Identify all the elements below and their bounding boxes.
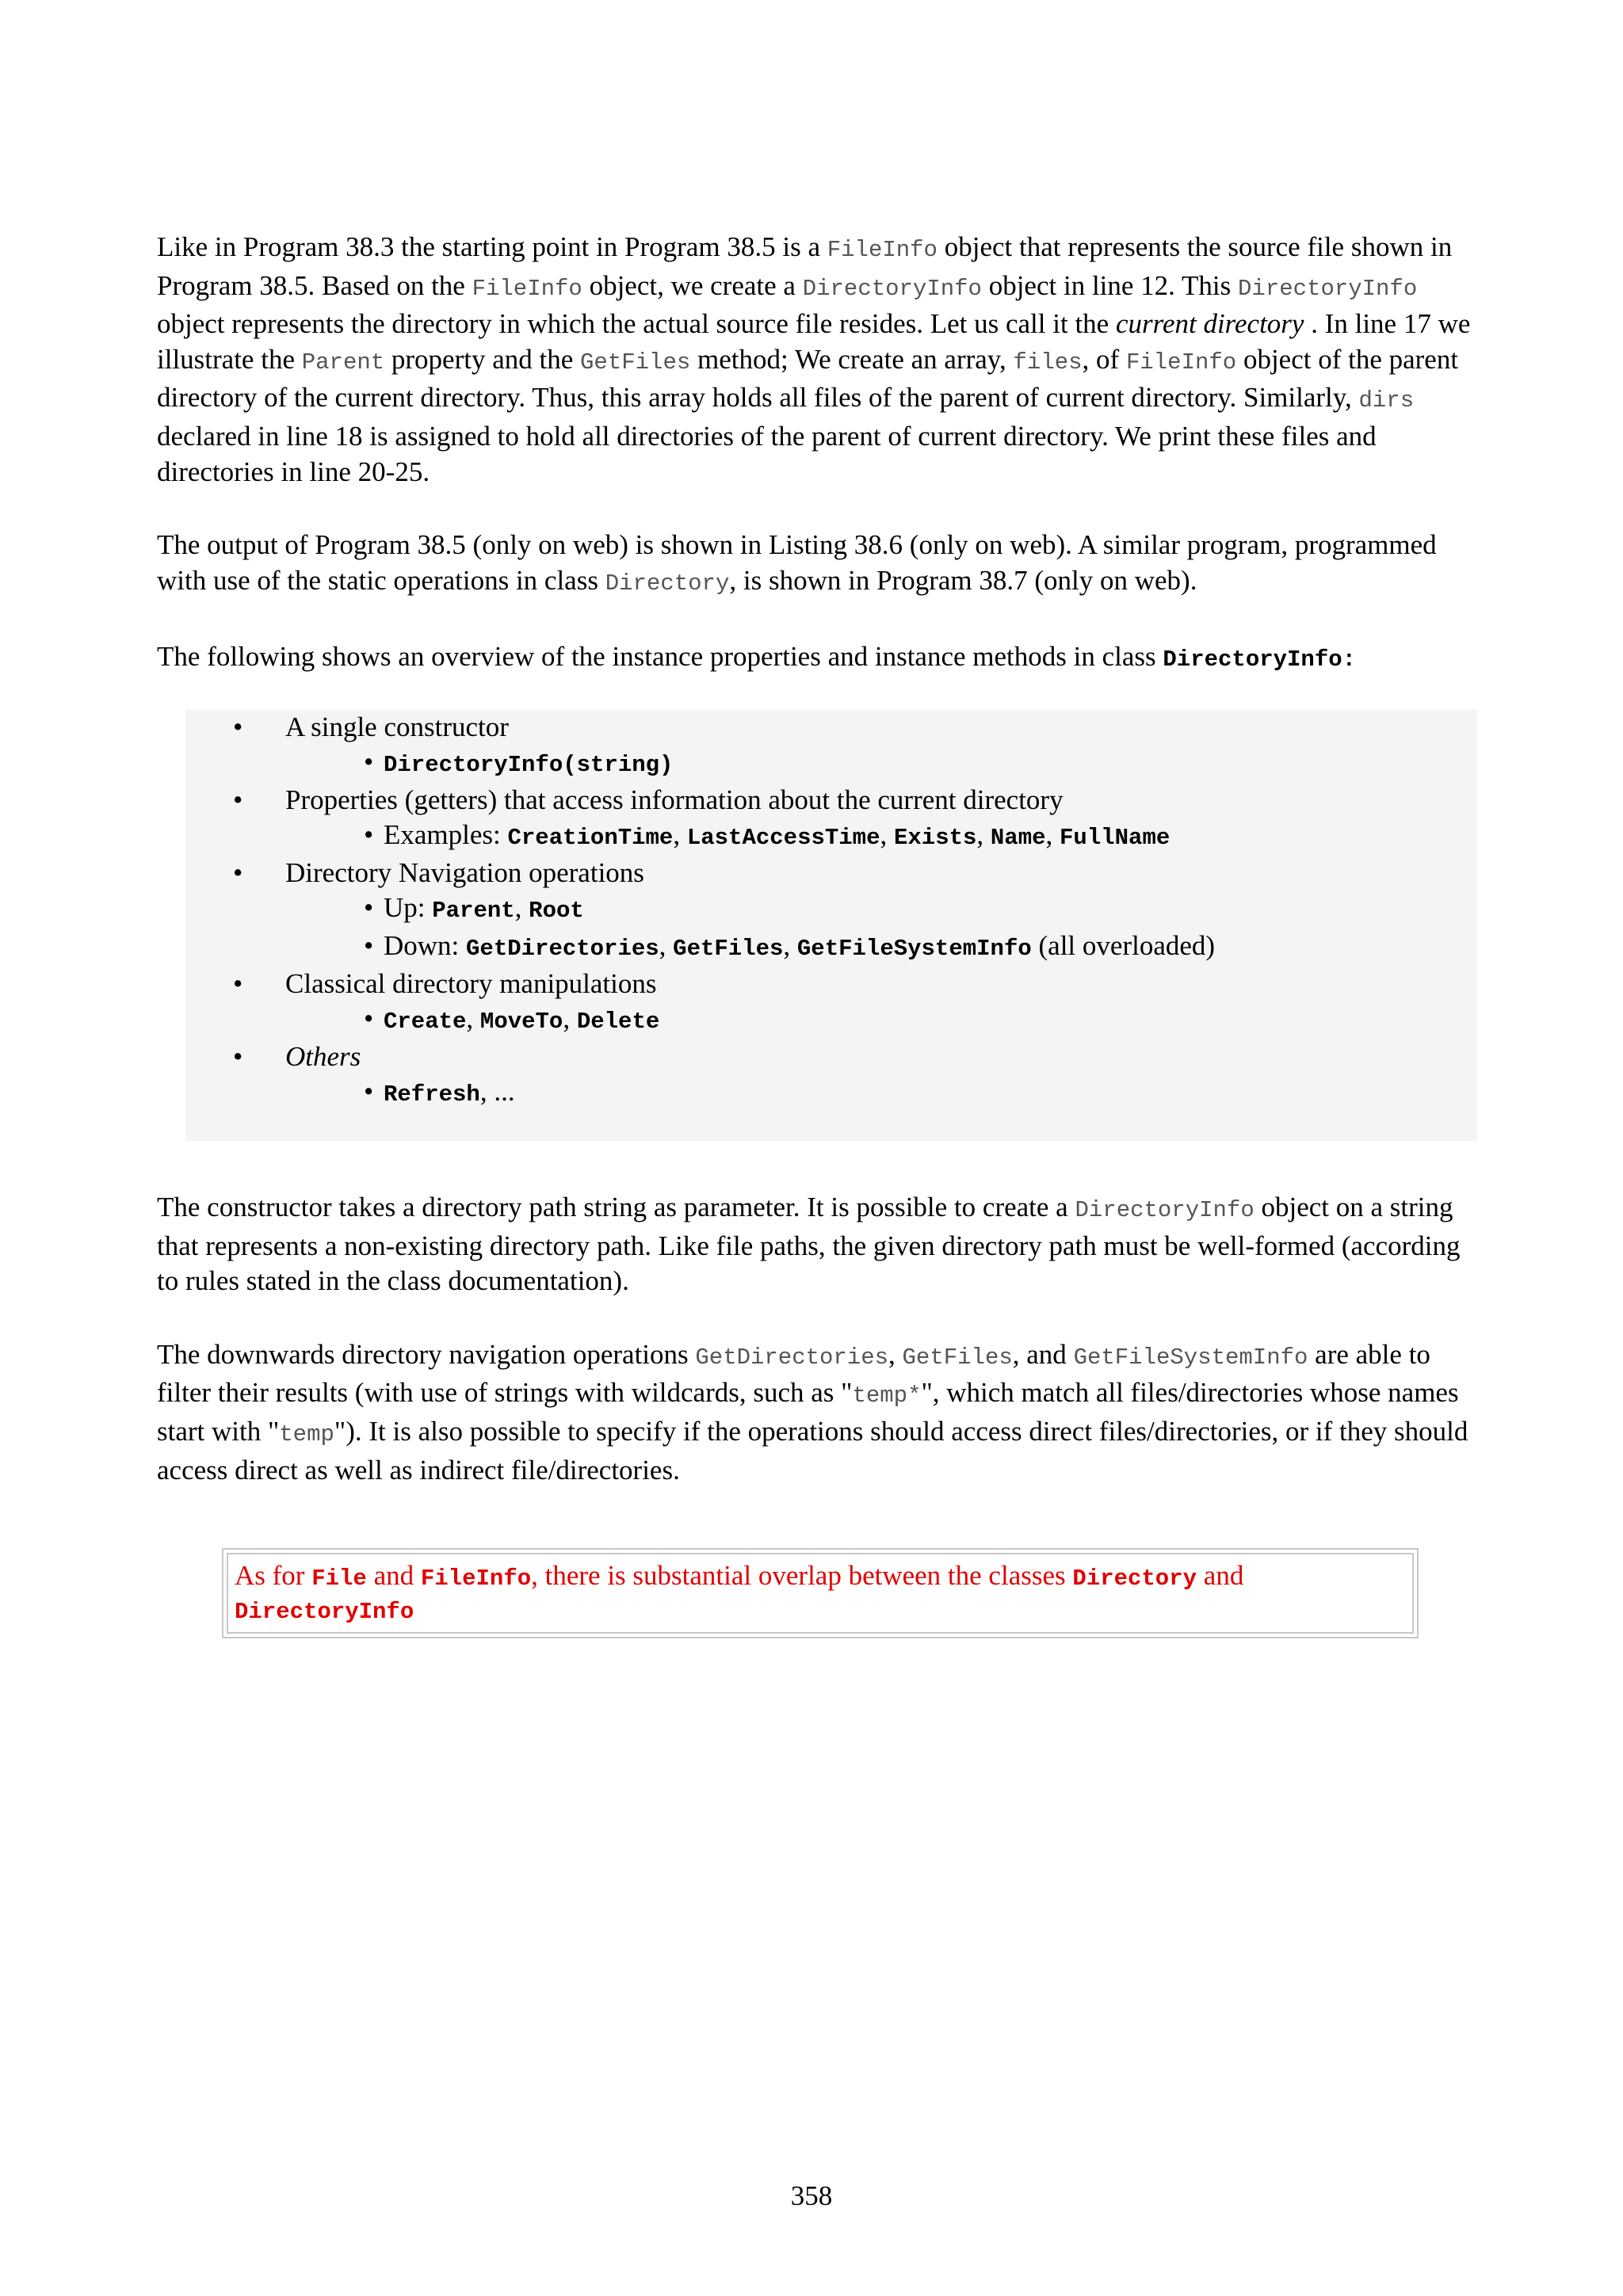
list-item (185, 967, 1477, 1001)
list-item-label: Directory Navigation operations (285, 856, 644, 888)
code-getdirectories: GetDirectories (466, 935, 659, 962)
paragraph-overview-intro (157, 639, 1488, 678)
list-item (185, 1001, 1477, 1039)
code-fullname: FullName (1060, 824, 1170, 851)
text: method; We create an array, (690, 343, 1014, 375)
overview-list (185, 710, 1477, 1112)
text: Like in Program 38.3 the starting point in Program 38.5 is a (157, 231, 827, 262)
text: As for (235, 1560, 312, 1592)
code-constructor: DirectoryInfo(string) (384, 751, 674, 778)
text: object in line 12. This (981, 269, 1239, 301)
text: The constructor takes a directory path string as parameter. It is possible to create a (157, 1191, 1075, 1222)
page-content (157, 230, 1488, 1638)
text: are able to filter their results (with use of strings with wildcards, such as " (157, 1338, 1430, 1409)
list-item-label: A single constructor (285, 711, 509, 742)
code-moveto: MoveTo (479, 1008, 563, 1035)
text: object of the parent directory of the current directory. Thus, this array holds all files of the parent of current directory. Similarly, (157, 343, 1459, 414)
list-item (185, 856, 1477, 891)
paragraph-navigation (157, 1337, 1488, 1488)
text: object represents the directory in which the actual source file resides. Let us call it the (157, 308, 1116, 340)
code-dirs: dirs (1358, 387, 1415, 414)
list-item (185, 783, 1477, 818)
separator: , (659, 929, 674, 961)
text: The following shows an overview of the instance properties and instance methods in class (157, 641, 1163, 673)
code-directory: Directory (605, 570, 730, 597)
text: Examples: (384, 818, 508, 850)
text: The downwards directory navigation operations (157, 1338, 696, 1370)
code-directoryinfo: DirectoryInfo (802, 275, 982, 302)
text: object on a string that represents a non-existing directory path. Like file paths, the given directory path must be well-formed (according to rules stated in the class documentation). (157, 1191, 1461, 1297)
list-item (185, 891, 1477, 929)
list-item-label: Properties (getters) that access information about the current directory (285, 784, 1064, 815)
code-exists: Exists (893, 824, 977, 851)
emphasis-current-directory: current directory (1115, 308, 1304, 340)
list-item-label: Others (285, 1040, 361, 1072)
separator: , (880, 818, 894, 850)
list-item (185, 1074, 1477, 1112)
code-file: File (311, 1566, 367, 1592)
code-directoryinfo: DirectoryInfo (1238, 275, 1418, 302)
list-item (185, 745, 1477, 783)
code-getfilesysteminfo: GetFileSystemInfo (1073, 1344, 1308, 1371)
list-item (185, 818, 1477, 856)
code-refresh: Refresh (384, 1081, 480, 1108)
paragraph-program-description (157, 230, 1488, 490)
code-create: Create (384, 1008, 467, 1035)
code-fileinfo: FileInfo (472, 275, 582, 302)
text: Down: (384, 929, 467, 961)
code-parent: Parent (432, 897, 515, 924)
text: object that represents the source file shown in Program 38.5. Based on the (157, 231, 1453, 301)
separator: , (976, 818, 991, 850)
text: property and the (384, 343, 581, 375)
text: ", which match all files/directories whose names start with " (157, 1377, 1459, 1447)
code-directory: Directory (1072, 1566, 1197, 1592)
paragraph-constructor (157, 1190, 1488, 1299)
list-item (185, 710, 1477, 745)
note-text (227, 1553, 1414, 1634)
code-name: Name (990, 824, 1046, 851)
list-item (185, 1039, 1477, 1074)
list-item (185, 929, 1477, 967)
text: declared in line 18 is assigned to hold all directories of the parent of current directory. We print these files and directories in line 20-25. (157, 420, 1377, 487)
note-box (222, 1548, 1419, 1638)
separator: , (673, 818, 687, 850)
code-creationtime: CreationTime (507, 824, 674, 851)
code-directoryinfo-bold: DirectoryInfo: (1163, 646, 1357, 673)
code-getfiles: GetFiles (580, 349, 691, 376)
text: "). It is also possible to specify if the operations should access direct files/directories, or if they should access direct as well as indirect file/directories. (157, 1415, 1468, 1486)
separator: , (1045, 818, 1060, 850)
text: , ... (479, 1075, 515, 1107)
text: , is shown in Program 38.7 (only on web). (729, 564, 1197, 596)
text: The output of Program 38.5 (only on web) is shown in Listing 38.6 (only on web). A similar program, programmed with use of the static operations in class (157, 529, 1437, 596)
text: (all overloaded) (1031, 929, 1216, 961)
separator: , (466, 1002, 480, 1034)
code-getfiles: GetFiles (673, 935, 784, 962)
code-fileinfo: FileInfo (827, 237, 938, 263)
overview-box (185, 710, 1477, 1141)
list-item-label: Classical directory manipulations (285, 967, 657, 999)
code-parent: Parent (301, 349, 385, 376)
text: . In line 17 we illustrate the (157, 308, 1471, 375)
text: , of (1082, 343, 1126, 375)
code-getdirectories: GetDirectories (695, 1344, 889, 1371)
separator: , (783, 929, 797, 961)
separator: , (514, 891, 529, 923)
page-number: 358 (790, 2180, 833, 2211)
text: Up: (384, 891, 433, 923)
code-temp-wildcard: temp* (852, 1383, 922, 1409)
code-delete: Delete (576, 1008, 660, 1035)
text: , (888, 1338, 903, 1370)
code-fileinfo: FileInfo (420, 1566, 532, 1592)
text: object, we create a (582, 269, 803, 301)
code-directoryinfo: DirectoryInfo (235, 1599, 414, 1626)
separator: , (563, 1002, 577, 1034)
code-directoryinfo: DirectoryInfo (1075, 1196, 1254, 1223)
text: , there is substantial overlap between the classes (531, 1560, 1073, 1592)
code-fileinfo: FileInfo (1125, 349, 1237, 376)
text: , and (1012, 1338, 1074, 1370)
code-root: Root (529, 897, 584, 924)
code-getfiles: GetFiles (902, 1344, 1013, 1371)
code-getfilesysteminfo: GetFileSystemInfo (796, 935, 1032, 962)
code-temp: temp (279, 1421, 334, 1447)
code-lastaccesstime: LastAccessTime (686, 824, 880, 851)
paragraph-output (157, 528, 1488, 601)
text: and (366, 1560, 421, 1592)
text: and (1197, 1560, 1244, 1592)
code-files: files (1013, 349, 1083, 376)
